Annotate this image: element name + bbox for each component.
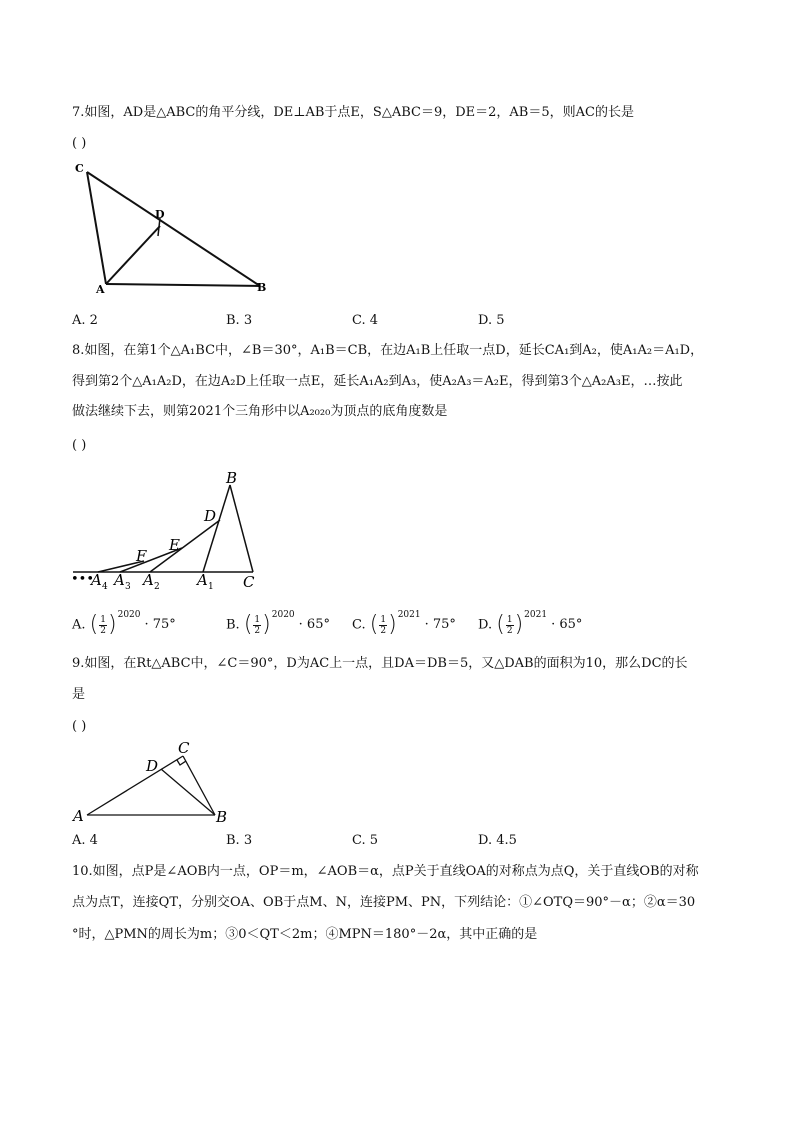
q8-label-a4-sub: 4 [102, 582, 108, 592]
q8-option-d-letter: D. [478, 617, 493, 633]
q8-option-a-num: 1 [100, 614, 106, 625]
q8-option-c-tail: · 75° [424, 617, 456, 632]
q7-option-c: C. 4 [352, 313, 379, 328]
q8-label-e: E [169, 536, 180, 554]
q7-side-ab [106, 284, 260, 286]
q8-option-a-expression: ( $\frac{1}{2}$ ) 2020 · 75° [90, 614, 176, 636]
q8-option-b-den: 2 [254, 625, 261, 636]
q9-segment-db [161, 769, 215, 815]
q8-label-a2: A [143, 571, 154, 589]
q10-stem-line-1: 10.如图，点P是∠AOB内一点，OP＝m，∠AOB＝α，点P关于直线OA的对称点为点Q，关于直线OB的对称 [72, 864, 699, 879]
q8-label-a1-sub: 1 [208, 582, 214, 592]
q8-option-b-tail: · 65° [298, 617, 330, 632]
q8-option-c-letter: C. [352, 617, 366, 633]
q8-option-a [72, 610, 176, 637]
q8-label-a3-sub: 3 [125, 582, 131, 592]
q8-stem-line-3: 做法继续下去，则第2021个三角形中以A₂₀₂₀为顶点的底角度数是 [72, 404, 448, 419]
q8-answer-paren: ( ) [72, 438, 87, 453]
q8-side-bc [230, 485, 253, 572]
q7-stem: 7.如图，AD是△ABC的角平分线，DE⊥AB于点E，S△ABC＝9，DE＝2，AB＝5，则AC的长是 [72, 105, 634, 120]
q7-label-a: A [96, 283, 105, 296]
q8-option-d-num: 1 [506, 614, 513, 625]
q8-option-d [478, 610, 583, 637]
q9-figure [70, 738, 240, 828]
q7-label-b: B [257, 281, 267, 294]
q9-label-c: C [178, 739, 190, 757]
q9-option-c: C. 5 [352, 833, 379, 848]
q7-answer-paren: ( ) [72, 136, 87, 151]
q9-stem-line-1: 9.如图，在Rt△ABC中，∠C＝90°，D为AC上一点，且DA＝DB＝5，又△DAB的面积为10，那么DC的长 [72, 656, 688, 671]
q8-option-d-den: 2 [506, 625, 513, 636]
q9-option-b: B. 3 [226, 833, 253, 848]
q7-label-d: D [155, 208, 165, 221]
q9-option-a: A. 4 [72, 833, 98, 848]
q7-label-c: C [75, 162, 84, 175]
q9-label-b: B [216, 808, 228, 826]
q8-label-a1: A [197, 571, 208, 589]
q8-label-d: D [204, 507, 217, 525]
q9-side-ac [87, 756, 183, 815]
q8-side-da2 [150, 520, 220, 572]
q8-option-b-letter: B. [226, 617, 240, 633]
q9-stem-line-2: 是 [72, 687, 86, 702]
q8-label-a4: A [91, 571, 102, 589]
q8-option-c [352, 610, 456, 637]
q7-side-ca [87, 172, 106, 284]
q8-label-a3: A [114, 571, 125, 589]
q8-option-d-exp: 2021 [524, 610, 548, 620]
q8-figure [70, 465, 270, 595]
q7-option-a: A. 2 [72, 313, 98, 328]
q8-option-a-letter: A. [72, 617, 86, 633]
q10-stem-line-3: °时，△PMN的周长为m；③0＜QT＜2m；④MPN＝180°－2α，其中正确的是 [72, 927, 538, 942]
q8-side-ba1 [203, 485, 230, 572]
q8-option-a-den: 2 [100, 625, 106, 636]
q8-stem-line-2: 得到第2个△A₁A₂D，在边A₂D上任取一点E，延长A₁A₂到A₃，使A₂A₃＝A₂E，得到第3个△A₂A₃E，…按此 [72, 374, 683, 389]
q8-option-b [226, 610, 330, 637]
q7-option-d: D. 5 [478, 313, 505, 328]
q10-stem-line-2: 点为点T，连接QT，分别交OA、OB于点M、N，连接PM、PN，下列结论：①∠OTQ＝90°－α；②α＝30 [72, 895, 696, 910]
q9-option-d: D. 4.5 [478, 833, 517, 848]
q8-label-b: B [226, 469, 238, 487]
q8-stem-line-1: 8.如图，在第1个△A₁BC中，∠B＝30°，A₁B＝CB，在边A₁B上任取一点D，延长CA₁到A₂，使A₁A₂＝A₁D， [72, 343, 704, 358]
q7-side-cb [87, 172, 260, 286]
q8-option-b-exp: 2020 [271, 610, 295, 620]
q8-option-d-expression: ( $\frac{1}{2}$ ) 2021 · 65° [496, 614, 582, 636]
q8-option-d-tail: · 65° [551, 617, 583, 632]
q8-label-f: F [136, 547, 147, 565]
q8-option-a-tail: · 75° [144, 617, 176, 632]
q9-label-d: D [146, 757, 159, 775]
q8-label-a2-sub: 2 [154, 582, 160, 592]
q9-right-angle-mark [177, 760, 186, 765]
q9-label-a: A [73, 807, 84, 825]
q7-bisector-ad [106, 226, 160, 284]
q8-option-c-num: 1 [380, 614, 387, 625]
q8-option-b-expression: ( $\frac{1}{2}$ ) 2020 · 65° [244, 614, 330, 636]
q7-figure [70, 158, 280, 298]
q8-option-c-expression: ( $\frac{1}{2}$ ) 2021 · 75° [370, 614, 456, 636]
q8-option-c-exp: 2021 [397, 610, 421, 620]
q9-side-cb [183, 756, 215, 815]
q8-option-a-exp: 2020 [117, 610, 141, 620]
q9-answer-paren: ( ) [72, 719, 87, 734]
q8-option-b-num: 1 [254, 614, 261, 625]
q8-label-c: C [243, 573, 255, 591]
q7-option-b: B. 3 [226, 313, 253, 328]
q8-label-dots: ••• [71, 572, 95, 587]
q8-option-c-den: 2 [380, 625, 387, 636]
